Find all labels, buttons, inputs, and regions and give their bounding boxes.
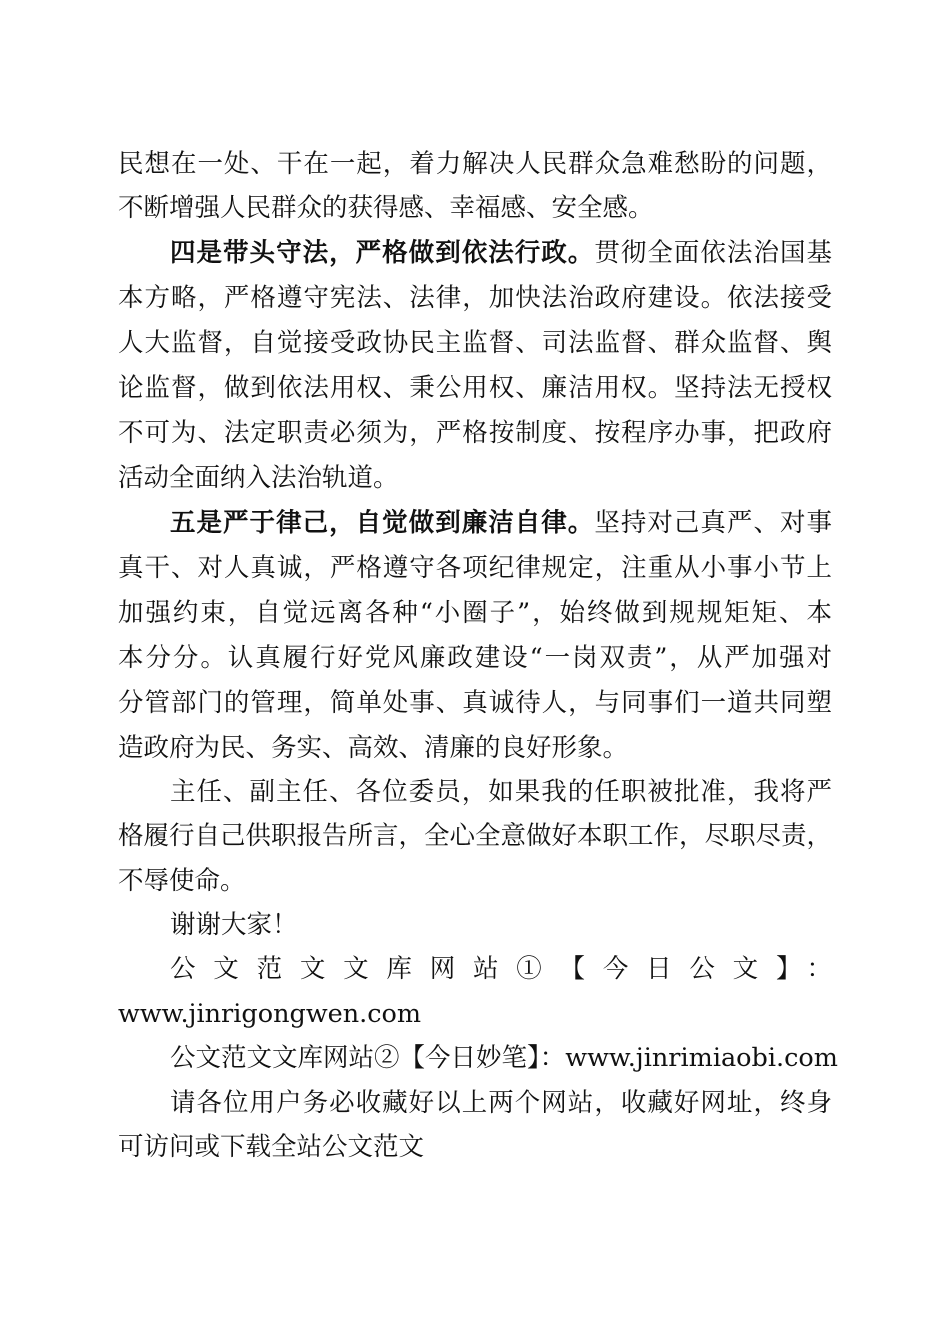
- paragraph-line: 人大监督，自觉接受政协民主监督、司法监督、群众监督、舆: [118, 328, 832, 358]
- website-link[interactable]: www.jinrigongwen.com: [118, 999, 422, 1029]
- paragraph-line: 造政府为民、务实、高效、清廉的良好形象。: [118, 733, 629, 763]
- paragraph-text: 坚持对己真严、对事: [594, 508, 832, 538]
- paragraph-line: 分管部门的管理，简单处事、真诚待人，与同事们一道共同塑: [118, 688, 832, 718]
- paragraph-line: 本方略，严格遵守宪法、法律，加快法治政府建设。依法接受: [118, 283, 832, 313]
- paragraph-line: 不可为、法定职责必须为，严格按制度、按程序办事，把政府: [118, 418, 832, 448]
- paragraph-line: 加强约束，自觉远离各种“小圈子”，始终做到规规矩矩、本: [118, 598, 832, 628]
- paragraph-line: 可访问或下载全站公文范文: [118, 1132, 425, 1162]
- paragraph-line: 谢谢大家！: [170, 910, 298, 940]
- paragraph-line: 主任、副主任、各位委员，如果我的任职被批准，我将严: [170, 777, 832, 807]
- website-line[interactable]: 公文范文文库网站②【今日妙笔】：www.jinrimiaobi.com: [170, 1043, 838, 1073]
- paragraph-line: [170, 235, 832, 271]
- paragraph-line: 民想在一处、干在一起，着力解决人民群众急难愁盼的问题，: [118, 149, 832, 179]
- section-heading: 四是带头守法，严格做到依法行政。: [170, 238, 595, 268]
- paragraph-line: 论监督，做到依法用权、秉公用权、廉洁用权。坚持法无授权: [118, 373, 832, 403]
- paragraph-line: 真干、对人真诚，严格遵守各项纪律规定，注重从小事小节上: [118, 553, 832, 583]
- paragraph-line: 不辱使命。: [118, 866, 246, 896]
- website-label: 公文范文文库网站①【今日公文】：: [170, 954, 832, 984]
- paragraph-line: 格履行自己供职报告所言，全心全意做好本职工作，尽职尽责，: [118, 821, 833, 851]
- section-heading: 五是严于律己，自觉做到廉洁自律。: [170, 508, 595, 538]
- paragraph-line: [170, 505, 832, 541]
- paragraph-text: 贯彻全面依法治国基: [594, 238, 832, 268]
- paragraph-line: 本分分。认真履行好党风廉政建设“一岗双责”，从严加强对: [118, 643, 832, 673]
- paragraph-line: 请各位用户务必收藏好以上两个网站，收藏好网址，终身: [170, 1088, 832, 1118]
- paragraph-line: 活动全面纳入法治轨道。: [118, 463, 399, 493]
- paragraph-line: 不断增强人民群众的获得感、幸福感、安全感。: [118, 193, 654, 223]
